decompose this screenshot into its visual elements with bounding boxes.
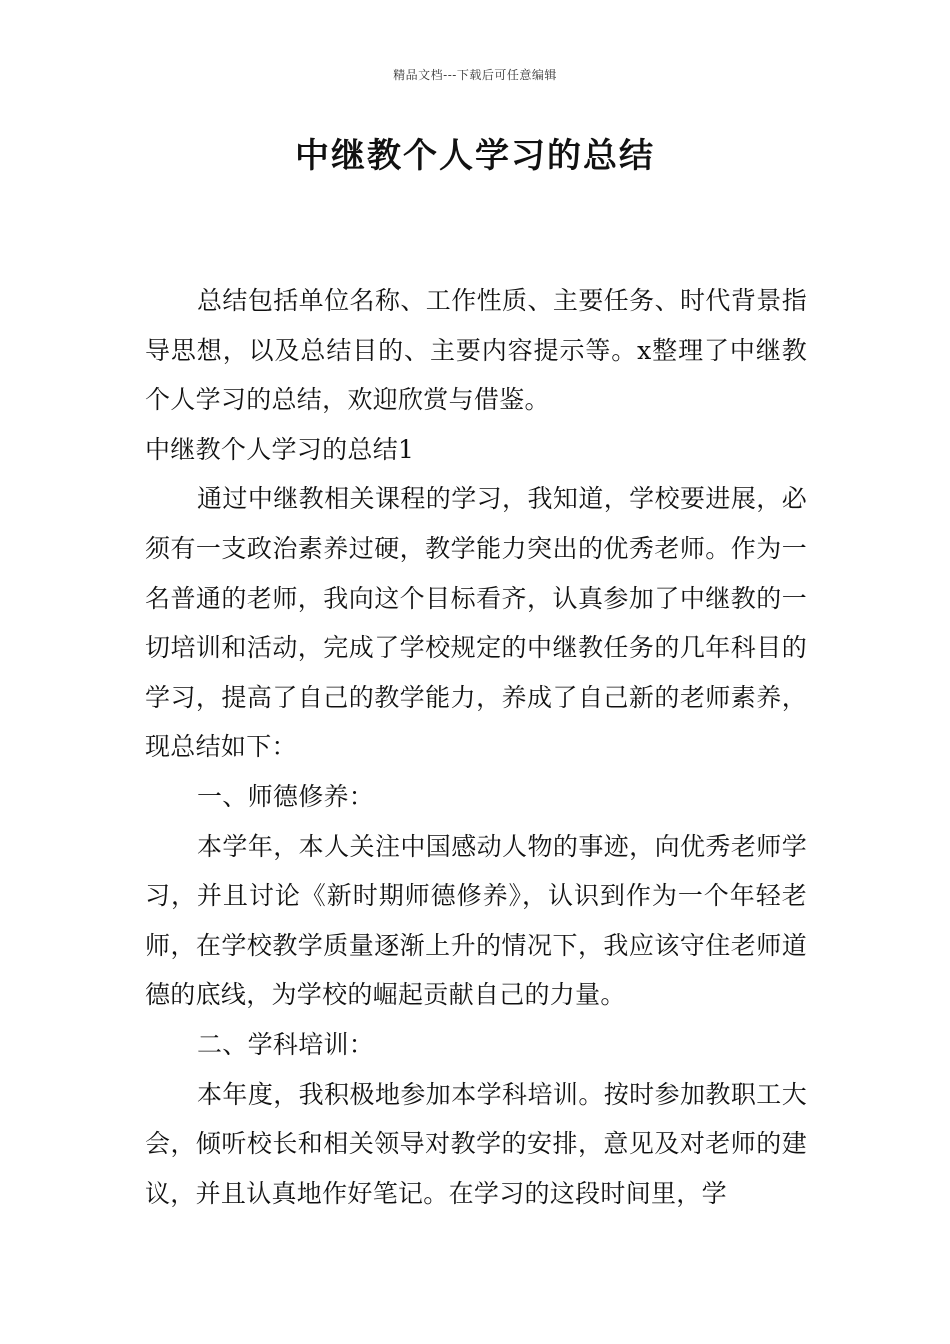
intro-paragraph: 总结包括单位名称、工作性质、主要任务、时代背景指导思想，以及总结目的、主要内容提示等。x整理了中继教个人学习的总结，欢迎欣赏与借鉴。: [145, 286, 807, 415]
subsection-heading-ethics: 一、师德修养：: [197, 781, 375, 811]
section-heading: 中继教个人学习的总结1: [145, 434, 415, 464]
body-paragraph: 通过中继教相关课程的学习，我知道，学校要进展，必须有一支政治素养过硬，教学能力突出的优秀老师。作为一名普通的老师，我向这个目标看齐，认真参加了中继教的一切培训和活动，完成了学校规定的中继教任务的几年科目的学习，提高了自己的教学能力，养成了自己新的老师素养，现总结如下：: [145, 484, 807, 762]
body-paragraph-ethics: 本学年，本人关注中国感动人物的事迹，向优秀老师学习，并且讨论《新时期师德修养》，认识到作为一个年轻老师，在学校教学质量逐渐上升的情况下，我应该守住老师道德的底线，为学校的崛起贡献自己的力量。: [145, 831, 807, 1010]
subsection-heading-training: 二、学科培训：: [197, 1029, 375, 1059]
header-note: 精品文档---下载后可任意编辑: [393, 68, 557, 82]
document-title: 中继教个人学习的总结: [295, 136, 655, 176]
document-body: [145, 276, 807, 1218]
body-paragraph-training: 本年度，我积极地参加本学科培训。按时参加教职工大会，倾听校长和相关领导对教学的安排，意见及对老师的建议，并且认真地作好笔记。在学习的这段时间里，学: [145, 1079, 807, 1208]
